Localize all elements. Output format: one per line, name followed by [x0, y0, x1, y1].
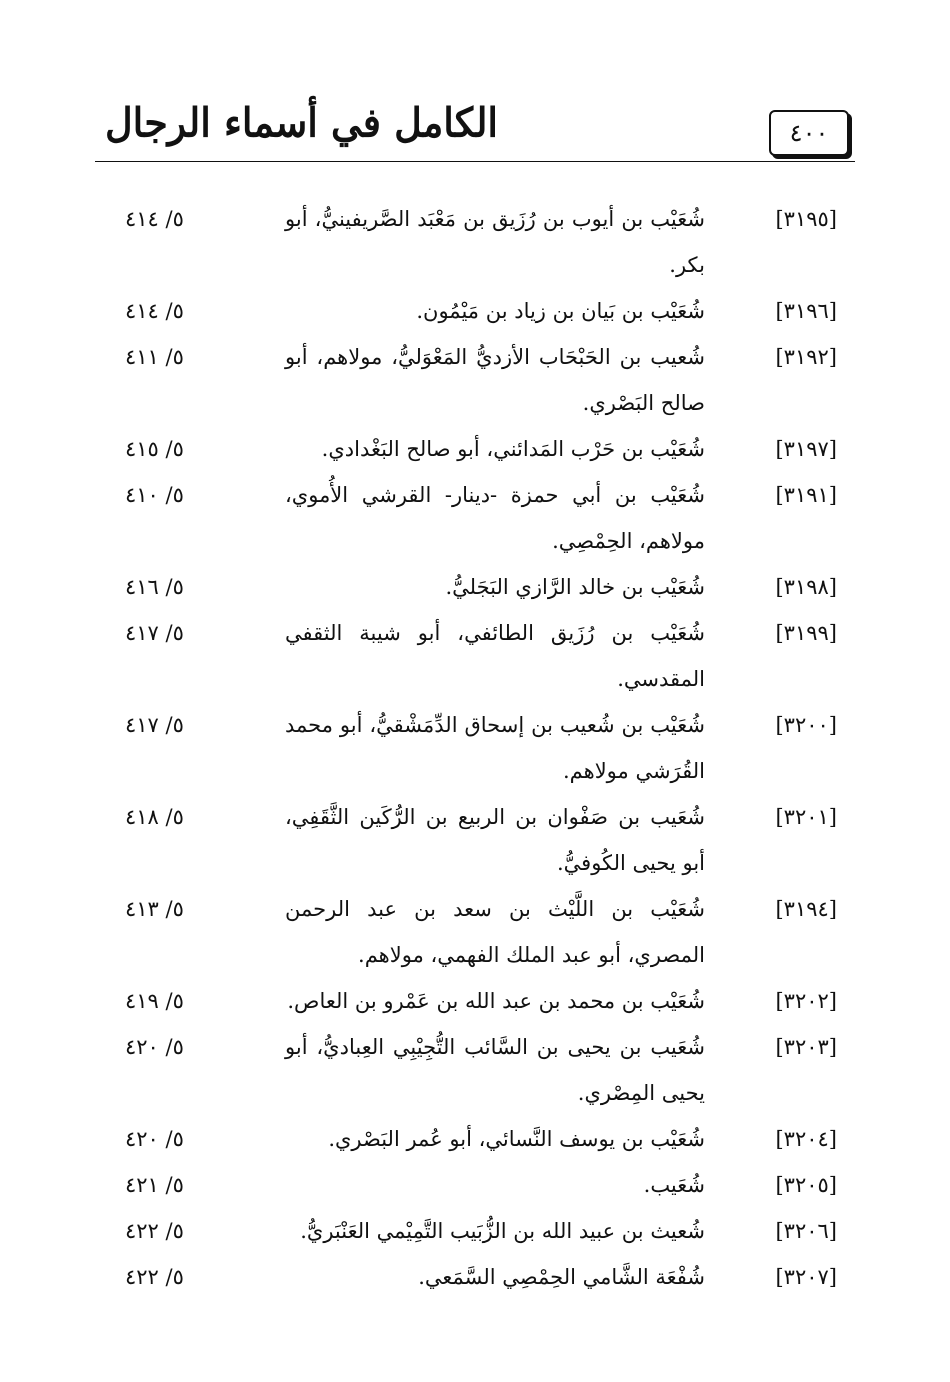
entry-list [95, 196, 855, 1300]
entry-reference: ٥/ ٤١٨ [125, 805, 184, 829]
entry-text: شُعَيب بن يحيى بن السَّائب التُّجِيْبِي العِباديُّ، أبو يحيى المِصْري. [285, 1035, 705, 1105]
entry-row [95, 886, 855, 978]
entry-number: [٣١٩٨] [775, 575, 837, 599]
entry-row [95, 288, 855, 334]
entry-row [95, 978, 855, 1024]
entry-reference: ٥/ ٤١٤ [125, 299, 184, 323]
entry-reference: ٥/ ٤١٦ [125, 575, 184, 599]
entry-number: [٣١٩٢] [775, 345, 837, 369]
entry-reference: ٥/ ٤١٩ [125, 989, 184, 1013]
entry-row [95, 472, 855, 564]
entry-text: شُعَيْب بن أيوب بن رُزَيق بن مَعْبَد الصَّريفينيُّ، أبو بكر. [285, 207, 705, 277]
entry-text: شُعَيب بن صَفْوان بن الربيع بن الرُّكَين الثَّقَفِي، أبو يحيى الكُوفيُّ. [285, 805, 705, 875]
entry-reference: ٥/ ٤١١ [125, 345, 184, 369]
entry-number: [٣١٩٥] [775, 207, 837, 231]
entry-number: [٣١٩٦] [775, 299, 837, 323]
entry-number: [٣٢٠٥] [775, 1173, 837, 1197]
entry-row [95, 610, 855, 702]
entry-text: شُعَيْب بن حَرْب المَدائني، أبو صالح البَغْدادي. [321, 437, 705, 461]
entry-text: شُعيب بن الحَبْحَاب الأزديُّ المَعْوَليُّ، مولاهم، أبو صالح البَصْري. [285, 345, 705, 415]
entry-row [95, 196, 855, 288]
entry-reference: ٥/ ٤١٤ [125, 207, 184, 231]
entry-text: شُعَيْب بن أبي حمزة -دينار- القرشي الأُموي، مولاهم، الحِمْصِي. [285, 483, 705, 553]
entry-reference: ٥/ ٤١٧ [125, 621, 184, 645]
entry-reference: ٥/ ٤٢٢ [125, 1265, 184, 1289]
entry-text: شُفْعَة الشَّامي الحِمْصِي السَّمَعي. [418, 1265, 705, 1289]
page-number: ٤٠٠ [789, 119, 829, 147]
entry-reference: ٥/ ٤١٠ [125, 483, 184, 507]
entry-text: شُعَيْب بن خالد الرَّازي البَجَليُّ. [445, 575, 705, 599]
header-rule [95, 161, 855, 162]
entry-row [95, 702, 855, 794]
entry-text: شُعَيْب بن محمد بن عبد الله بن عَمْرو بن العاص. [287, 989, 705, 1013]
entry-number: [٣٢٠٠] [775, 713, 837, 737]
entry-number: [٣١٩٩] [775, 621, 837, 645]
entry-number: [٣٢٠٢] [775, 989, 837, 1013]
entry-row [95, 426, 855, 472]
book-title: الكامل في أسماء الرجال [105, 98, 498, 147]
entry-text: شُعَيْب بن يوسف النَّسائي، أبو عُمر البَصْري. [328, 1127, 705, 1151]
entry-row [95, 334, 855, 426]
entry-number: [٣١٩١] [775, 483, 837, 507]
entry-row [95, 1116, 855, 1162]
entry-number: [٣٢٠٦] [775, 1219, 837, 1243]
entry-text: شُعيث بن عبيد الله بن الزُّبَيب التَّمِيْمي العَنْبَريُّ. [300, 1219, 705, 1243]
entry-number: [٣١٩٤] [775, 897, 837, 921]
page-header [95, 100, 855, 162]
entry-reference: ٥/ ٤١٧ [125, 713, 184, 737]
entry-reference: ٥/ ٤٢٠ [125, 1127, 184, 1151]
entry-reference: ٥/ ٤٢٢ [125, 1219, 184, 1243]
page-number-box [769, 110, 849, 156]
entry-number: [٣٢٠١] [775, 805, 837, 829]
entry-number: [٣٢٠٤] [775, 1127, 837, 1151]
entry-text: شُعَيب. [643, 1173, 705, 1197]
entry-text: شُعَيْب بن شُعيب بن إسحاق الدِّمَشْقيُّ، أبو محمد القُرَشي مولاهم. [285, 713, 705, 783]
entry-row [95, 1162, 855, 1208]
entry-number: [٣١٩٧] [775, 437, 837, 461]
entry-reference: ٥/ ٤١٣ [125, 897, 184, 921]
entry-text: شُعَيْب بن بَيان بن زياد بن مَيْمُون. [416, 299, 705, 323]
entry-row [95, 1208, 855, 1254]
entry-text: شُعَيْب بن رُزَيق الطائفي، أبو شيبة الثقفي المقدسي. [285, 621, 705, 691]
entry-row [95, 564, 855, 610]
entry-reference: ٥/ ٤٢٠ [125, 1035, 184, 1059]
entry-number: [٣٢٠٣] [775, 1035, 837, 1059]
entry-row [95, 1024, 855, 1116]
entry-reference: ٥/ ٤٢١ [125, 1173, 184, 1197]
entry-reference: ٥/ ٤١٥ [125, 437, 184, 461]
entry-row [95, 794, 855, 886]
entry-text: شُعَيْب بن اللَّيْث بن سعد بن عبد الرحمن المصري، أبو عبد الملك الفهمي، مولاهم. [285, 897, 705, 967]
entry-row [95, 1254, 855, 1300]
entry-number: [٣٢٠٧] [775, 1265, 837, 1289]
